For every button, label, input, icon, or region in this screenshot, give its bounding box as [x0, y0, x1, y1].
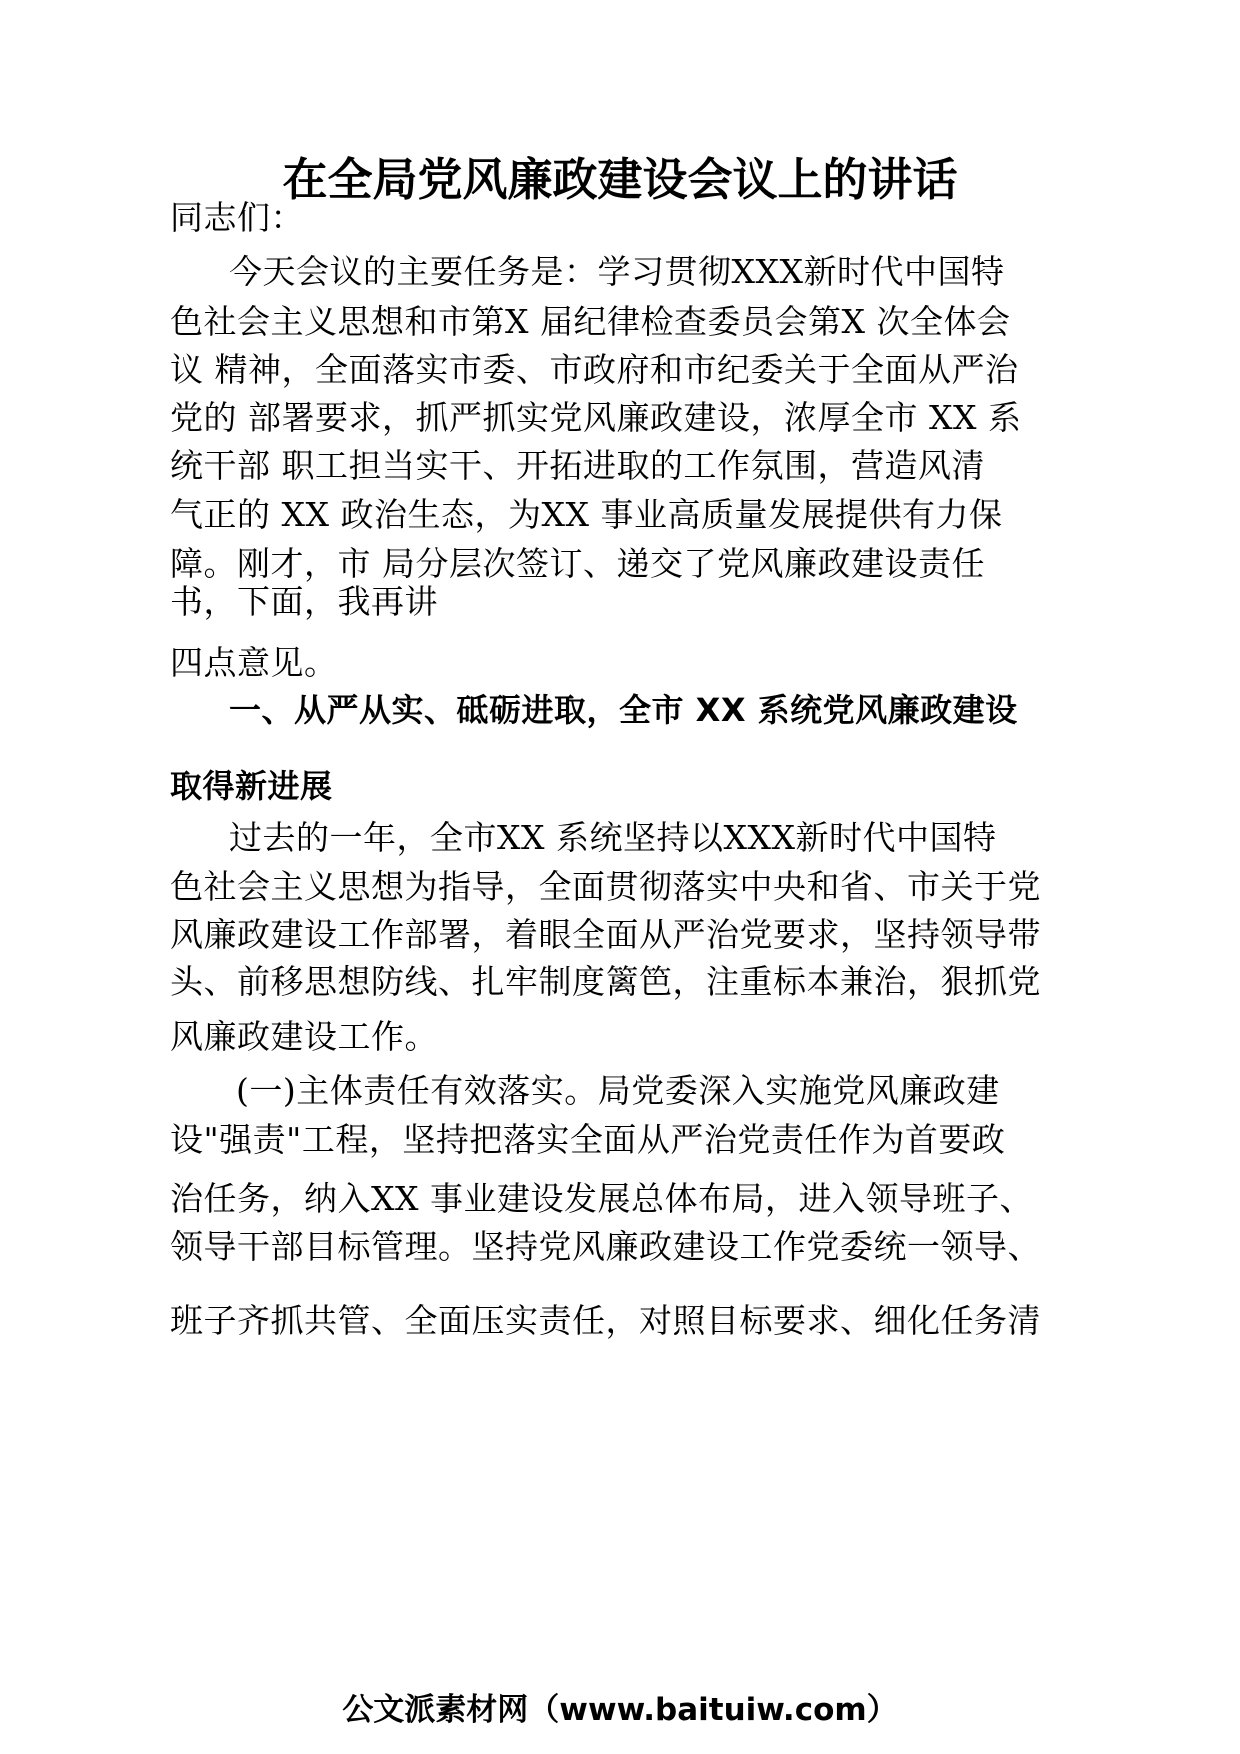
text-line: 班子齐抓共管、全面压实责任，对照目标要求、细化任务清 [170, 1301, 1041, 1340]
section-heading-line: 一、从严从实、砥砺进取，全市 XX 系统党风廉政建设 [229, 691, 1018, 729]
text-line: 风廉政建设工作。 [170, 1017, 438, 1056]
text-line: 障。刚才，市 局分层次签订、递交了党风廉政建设责任 [170, 544, 985, 583]
section-heading-line: 取得新进展 [170, 767, 333, 805]
text-line: 头、前移思想防线、扎牢制度篱笆，注重标本兼治，狠抓党 [170, 962, 1041, 1001]
text-line: 党的 部署要求，抓严抓实党风廉政建设，浓厚全市 XX 系 [170, 398, 1022, 437]
document-title: 在全局党风廉政建设会议上的讲话 [282, 153, 958, 206]
text-line: 风廉政建设工作部署，着眼全面从严治党要求，坚持领导带 [170, 915, 1041, 954]
text-line: 统干部 职工担当实干、开拓进取的工作氛围，营造风清 [170, 446, 985, 485]
text-line: 过去的一年，全市XX 系统坚持以XXX新时代中国特 [229, 818, 997, 857]
text-line: 气正的 XX 政治生态，为XX 事业高质量发展提供有力保 [170, 495, 1003, 534]
text-line: 议 精神，全面落实市委、市政府和市纪委关于全面从严治 [170, 350, 1019, 389]
text-line: 今天会议的主要任务是：学习贯彻XXX新时代中国特 [229, 252, 1005, 291]
footer-watermark: 公文派素材网（www.baituiw.com） [342, 1692, 898, 1728]
text-line: 色社会主义思想为指导，全面贯彻落实中央和省、市关于党 [170, 867, 1041, 906]
text-line: 书，下面，我再讲 [170, 582, 438, 621]
text-line: 色社会主义思想和市第X 届纪律检查委员会第X 次全体会 [170, 302, 1011, 341]
text-line: (一)主体责任有效落实。局党委深入实施党风廉政建 [236, 1071, 1000, 1110]
text-line: 设"强责"工程，坚持把落实全面从严治党责任作为首要政 [170, 1120, 1006, 1159]
text-line: 四点意见。 [170, 643, 338, 682]
text-line: 治任务，纳入XX 事业建设发展总体布局，进入领导班子、 [170, 1179, 1033, 1218]
text-line: 领导干部目标管理。坚持党风廉政建设工作党委统一领导、 [170, 1227, 1041, 1266]
salutation: 同志们： [170, 198, 304, 237]
